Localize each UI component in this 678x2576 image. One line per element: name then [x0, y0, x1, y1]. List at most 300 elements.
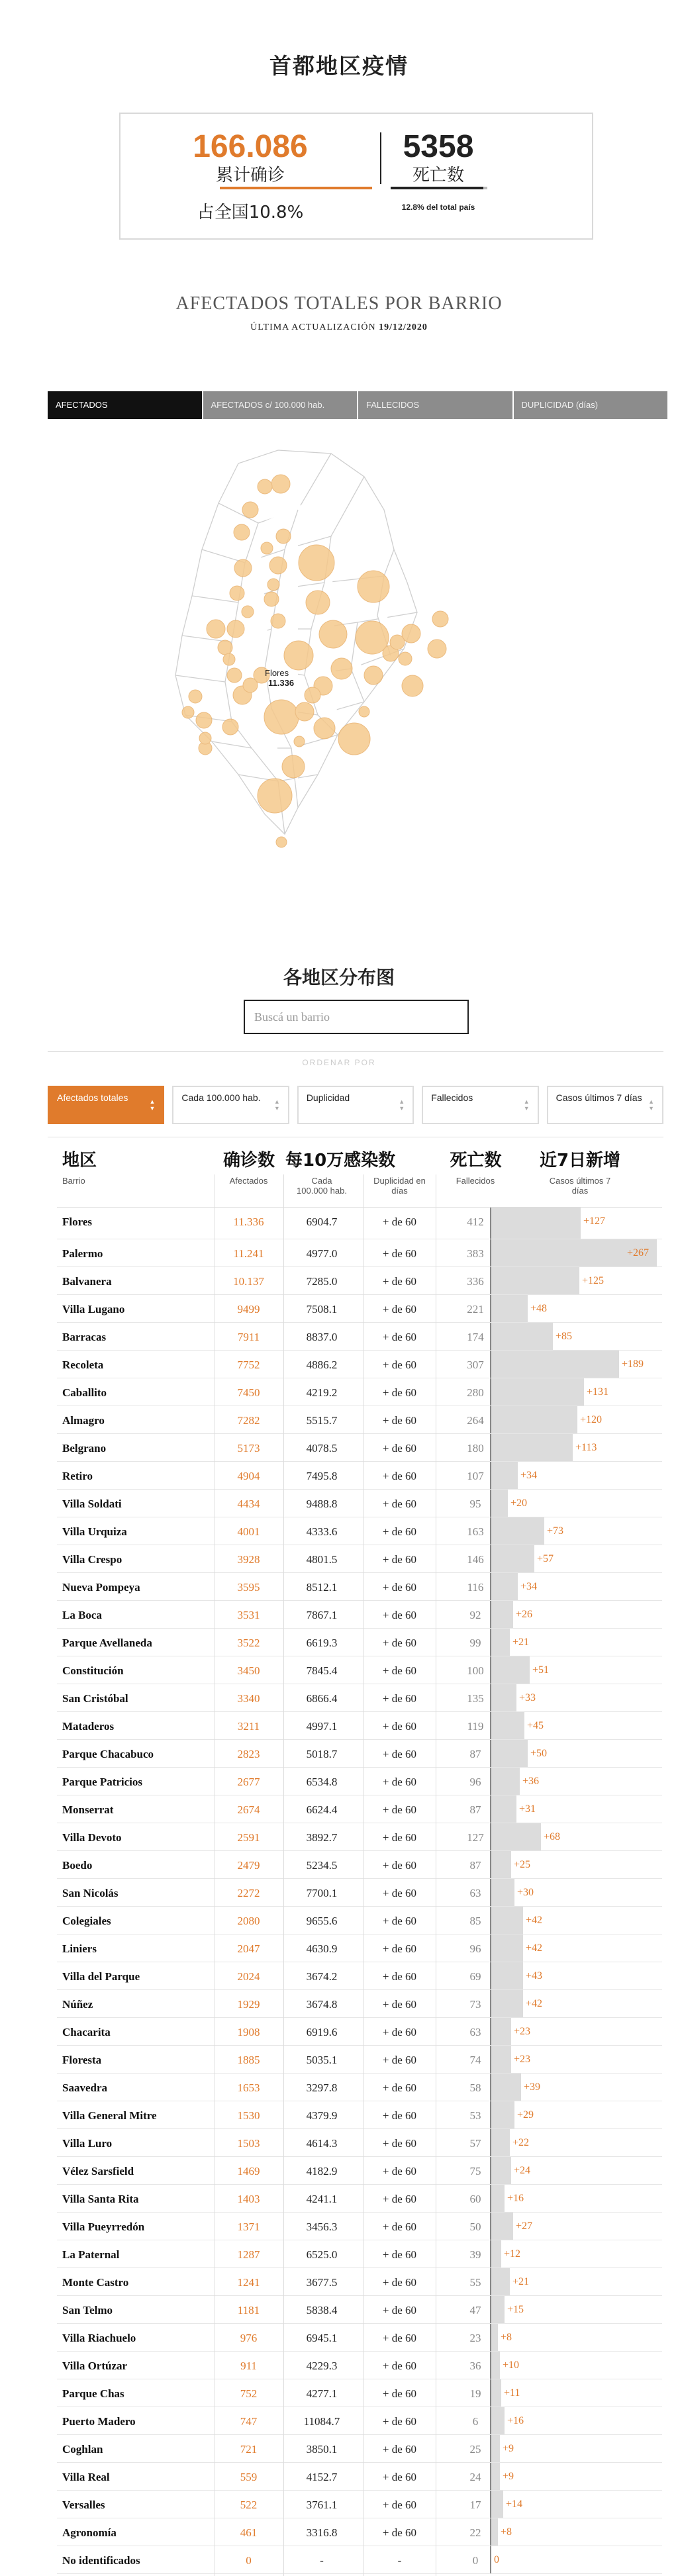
weekly-new-value: +23 — [514, 2054, 531, 2065]
table-row — [57, 1208, 662, 1239]
weekly-bar-cell — [490, 1684, 663, 1711]
table-row — [57, 2129, 662, 2157]
barrio-name: Mataderos — [62, 1720, 115, 1733]
afectados-value: 1287 — [237, 2248, 260, 2261]
fallecidos-value: 6 — [472, 2415, 479, 2428]
fallecidos-value: 336 — [467, 1275, 484, 1288]
bubble-chacarita — [269, 557, 287, 574]
bubble-chacabuco — [295, 702, 314, 721]
duplicidad-value: + de 60 — [382, 1581, 417, 1594]
weekly-bar — [491, 1434, 573, 1461]
weekly-bar-cell — [490, 2157, 663, 2184]
rate-value: 3677.5 — [306, 2276, 338, 2289]
weekly-bar-cell — [490, 1351, 663, 1378]
duplicidad-value: + de 60 — [382, 1359, 417, 1371]
deaths-total: 5358 — [403, 129, 474, 164]
table-row — [57, 2185, 662, 2213]
weekly-bar-cell — [490, 1601, 663, 1628]
fallecidos-value: 92 — [469, 1609, 481, 1621]
bubble-mitre — [227, 620, 244, 638]
fallecidos-value: 307 — [467, 1359, 484, 1371]
weekly-new-value: +45 — [527, 1720, 544, 1731]
table-row — [57, 2240, 662, 2268]
weekly-bar — [491, 2435, 500, 2462]
weekly-bar — [491, 2046, 511, 2073]
fallecidos-value: 116 — [467, 1581, 484, 1594]
rate-value: 5515.7 — [306, 1414, 338, 1427]
fallecidos-value: 85 — [469, 1915, 481, 1927]
search-input[interactable]: Buscá un barrio — [244, 1000, 469, 1034]
weekly-bar-cell — [490, 1517, 663, 1545]
barrio-name: Puerto Madero — [62, 2415, 136, 2428]
barrio-name: Balvanera — [62, 1275, 112, 1288]
bubble-urquiza — [234, 524, 250, 540]
afectados-value: 0 — [246, 2554, 252, 2567]
barrio-name: Recoleta — [62, 1359, 104, 1371]
weekly-bar — [491, 1573, 518, 1600]
duplicidad-value: + de 60 — [382, 2499, 417, 2511]
barrio-name: Liniers — [62, 1942, 97, 1955]
fallecidos-value: 412 — [467, 1216, 484, 1228]
fallecidos-value: 25 — [469, 2443, 481, 2456]
sort-100k-label: Cada 100.000 hab. — [181, 1092, 261, 1103]
weekly-bar-cell — [490, 2268, 663, 2295]
bubble-recoleta — [358, 571, 389, 602]
barrio-name: Retiro — [62, 1470, 93, 1482]
afectados-value: 1403 — [237, 2193, 260, 2205]
weekly-bar — [491, 1406, 577, 1433]
weekly-new-value: +34 — [520, 1581, 538, 1592]
bubble-san-nicolas — [390, 635, 405, 649]
weekly-bar — [491, 1629, 510, 1656]
duplicidad-value: + de 60 — [382, 1915, 417, 1927]
weekly-bar — [491, 1208, 581, 1239]
weekly-new-value: +9 — [503, 2471, 514, 2482]
fallecidos-value: 87 — [469, 1859, 481, 1872]
fallecidos-value: 127 — [467, 1831, 484, 1844]
tooltip-name: Flores — [265, 668, 289, 678]
rate-value: 4977.0 — [306, 1247, 338, 1260]
duplicidad-value: + de 60 — [382, 1386, 417, 1399]
weekly-new-value: +51 — [532, 1664, 550, 1676]
duplicidad-value: + de 60 — [382, 1637, 417, 1649]
barrio-name: Parque Patricios — [62, 1776, 143, 1788]
rate-value: 4614.3 — [306, 2137, 338, 2150]
duplicidad-value: + de 60 — [382, 1664, 417, 1677]
sort-7dias-button[interactable] — [547, 1086, 663, 1124]
fallecidos-value: 75 — [469, 2165, 481, 2177]
duplicidad-value: + de 60 — [382, 1720, 417, 1733]
bubble-extra-4 — [276, 837, 287, 847]
barrio-name: Constitución — [62, 1664, 124, 1677]
weekly-new-value: +34 — [520, 1470, 538, 1481]
weekly-new-value: +11 — [504, 2387, 520, 2399]
barrio-name: La Boca — [62, 1609, 102, 1621]
weekly-bar — [491, 1462, 518, 1489]
rate-value: 5018.7 — [306, 1748, 338, 1760]
sort-100k-button[interactable] — [172, 1086, 289, 1124]
table-row — [57, 1907, 662, 1934]
duplicidad-value: + de 60 — [382, 1275, 417, 1288]
weekly-bar — [491, 1907, 523, 1934]
weekly-bar-cell — [490, 2185, 663, 2212]
barrio-name: Villa Urquiza — [62, 1525, 127, 1538]
duplicidad-value: + de 60 — [382, 1859, 417, 1872]
weekly-new-value: +14 — [506, 2499, 523, 2510]
weekly-new-value: +85 — [556, 1331, 573, 1342]
weekly-new-value: +20 — [510, 1498, 528, 1509]
table-row — [57, 1601, 662, 1629]
duplicidad-value: + de 60 — [382, 2387, 417, 2400]
bubble-extra-1 — [294, 736, 305, 747]
weekly-bar — [491, 2101, 514, 2128]
bubble-map-svg[interactable] — [166, 437, 536, 874]
bubble-villa-real — [182, 706, 194, 718]
rate-value: 6904.7 — [306, 1216, 338, 1228]
rate-value: 6866.4 — [306, 1692, 338, 1705]
fallecidos-value: 53 — [469, 2109, 481, 2122]
rate-value: 9488.8 — [306, 1498, 338, 1510]
afectados-value: 911 — [240, 2360, 257, 2372]
fallecidos-value: 69 — [469, 1970, 481, 1983]
header-cn-fallecidos: 死亡数 — [450, 1151, 502, 1170]
sort-afectados-button[interactable] — [48, 1086, 164, 1124]
barrio-name: Flores — [62, 1216, 93, 1228]
rate-value: 9655.6 — [306, 1915, 338, 1927]
header-afectados: Afectados — [229, 1176, 268, 1186]
weekly-bar — [491, 1490, 508, 1517]
fallecidos-value: 19 — [469, 2387, 481, 2400]
barrio-name: Villa Real — [62, 2471, 110, 2483]
fallecidos-value: 99 — [469, 1637, 481, 1649]
fallecidos-value: 36 — [469, 2360, 481, 2372]
bubble-santa-rita — [264, 592, 279, 606]
duplicidad-value: + de 60 — [382, 2081, 417, 2094]
weekly-bar — [491, 1323, 553, 1350]
fallecidos-value: 221 — [467, 1303, 484, 1315]
weekly-bar-cell — [490, 2379, 663, 2407]
fallecidos-value: 146 — [467, 1553, 484, 1566]
rate-value: 6619.3 — [306, 1637, 338, 1649]
barrio-name: Belgrano — [62, 1442, 107, 1455]
barrio-name: Villa Luro — [62, 2137, 113, 2150]
weekly-bar-cell — [490, 1490, 663, 1517]
barrio-name: Villa Devoto — [62, 1831, 122, 1844]
duplicidad-value: + de 60 — [382, 2332, 417, 2344]
sort-duplicidad-label: Duplicidad — [306, 1092, 350, 1103]
weekly-new-value: +9 — [503, 2443, 514, 2454]
weekly-bar — [491, 2157, 511, 2184]
barrio-name: No identificados — [62, 2554, 140, 2567]
header-cn-afectados: 确诊数 — [222, 1151, 275, 1170]
bubble-map[interactable] — [166, 437, 536, 874]
fallecidos-value: 17 — [469, 2499, 481, 2511]
bubble-coghlan — [261, 542, 273, 554]
weekly-new-value: +50 — [530, 1748, 548, 1759]
table-row — [57, 2491, 662, 2518]
tab-afectados[interactable]: AFECTADOS — [48, 391, 203, 419]
weekly-new-value: +113 — [575, 1442, 597, 1453]
duplicidad-value: + de 60 — [382, 1498, 417, 1510]
table-row — [57, 2407, 662, 2435]
duplicidad-value: + de 60 — [382, 1831, 417, 1844]
weekly-bar-cell — [490, 1239, 663, 1266]
duplicidad-value: + de 60 — [382, 2248, 417, 2261]
afectados-value: 3531 — [237, 1609, 260, 1621]
afectados-value: 721 — [240, 2443, 258, 2456]
bubble-pompeya — [314, 718, 335, 739]
weekly-bar — [491, 2379, 501, 2407]
duplicidad-value: + de 60 — [382, 1970, 417, 1983]
rate-value: 7285.0 — [306, 1275, 338, 1288]
barrio-name: Monserrat — [62, 1803, 114, 1816]
tab-fallecidos[interactable]: FALLECIDOS — [358, 391, 514, 419]
duplicidad-value: + de 60 — [382, 2471, 417, 2483]
rate-value: 4277.1 — [306, 2387, 338, 2400]
page-title: 首都地区疫情 — [269, 53, 409, 79]
bubble-extra-2 — [359, 706, 369, 717]
weekly-new-value: 0 — [494, 2554, 499, 2565]
afectados-value: 5173 — [237, 1442, 260, 1455]
weekly-bar — [491, 2463, 500, 2490]
afectados-value: 1241 — [237, 2276, 260, 2289]
rate-value: 4333.6 — [306, 1525, 338, 1538]
weekly-new-value: +57 — [537, 1553, 554, 1564]
barrio-name: Villa Riachuelo — [62, 2332, 136, 2344]
barrio-name: Villa General Mitre — [62, 2109, 157, 2122]
map-section-title: AFECTADOS TOTALES POR BARRIO — [175, 293, 503, 314]
table-row — [57, 1962, 662, 1990]
weekly-new-value: +131 — [587, 1386, 609, 1398]
weekly-bar — [491, 1768, 520, 1795]
weekly-bar-cell — [490, 1434, 663, 1461]
duplicidad-value: + de 60 — [382, 2415, 417, 2428]
barrio-name: Almagro — [62, 1414, 105, 1427]
afectados-value: 461 — [240, 2526, 258, 2539]
table-row — [57, 1712, 662, 1740]
bubble-san-cristobal — [331, 658, 352, 679]
bubble-parque-chas — [242, 606, 254, 618]
tab-afectados-100k[interactable]: AFECTADOS c/ 100.000 hab. — [203, 391, 359, 419]
sort-fallecidos-button[interactable] — [422, 1086, 538, 1124]
barrio-name: San Telmo — [62, 2304, 113, 2316]
summary-divider — [380, 132, 381, 184]
rate-value: 5234.5 — [306, 1859, 338, 1872]
update-line — [0, 322, 678, 333]
afectados-value: 3450 — [237, 1664, 260, 1677]
rate-value: 6919.6 — [306, 2026, 338, 2038]
rate-value: 3456.3 — [306, 2220, 338, 2233]
afectados-value: 3211 — [237, 1720, 260, 1733]
tab-duplicidad[interactable]: DUPLICIDAD (días) — [514, 391, 669, 419]
weekly-bar-cell — [490, 1990, 663, 2017]
weekly-bar-cell — [490, 2546, 663, 2573]
table-row — [57, 1851, 662, 1879]
afectados-value: 1181 — [237, 2304, 260, 2316]
afectados-value: 2047 — [237, 1942, 260, 1955]
fallecidos-value: 280 — [467, 1386, 484, 1399]
table-header-cn — [57, 1145, 662, 1174]
bubble-nunez — [242, 502, 258, 518]
duplicidad-value: - — [397, 2554, 402, 2567]
weekly-bar — [491, 2407, 505, 2434]
weekly-bar-cell — [490, 2101, 663, 2128]
fallecidos-value: 119 — [467, 1720, 484, 1733]
table-row — [57, 1267, 662, 1295]
table-row — [57, 2352, 662, 2379]
duplicidad-value: + de 60 — [382, 2526, 417, 2539]
weekly-bar-cell — [490, 2074, 663, 2101]
bubble-paternal — [230, 586, 244, 600]
bubble-versalles — [189, 690, 202, 703]
weekly-new-value: +48 — [530, 1303, 548, 1314]
fallecidos-value: 24 — [469, 2471, 481, 2483]
confirmed-share: 占全国10.8% — [197, 203, 304, 222]
fallecidos-value: 57 — [469, 2137, 481, 2150]
weekly-bar — [491, 1545, 534, 1572]
weekly-new-value: +27 — [516, 2220, 533, 2232]
bubble-belgrano — [271, 475, 290, 493]
afectados-value: 7911 — [237, 1331, 260, 1343]
table-row — [57, 2296, 662, 2324]
duplicidad-value: + de 60 — [382, 1442, 417, 1455]
afectados-value: 1908 — [237, 2026, 260, 2038]
barrio-name: Agronomía — [62, 2526, 117, 2539]
rate-value: 7845.4 — [306, 1664, 338, 1677]
rate-value: - — [320, 2554, 324, 2567]
weekly-bar-cell — [490, 1378, 663, 1406]
weekly-bar-cell — [490, 1879, 663, 1906]
rate-value: 4078.5 — [306, 1442, 338, 1455]
barrio-name: Nueva Pompeya — [62, 1581, 140, 1594]
rate-value: 3297.8 — [306, 2081, 338, 2094]
bubble-agronomia — [267, 579, 279, 591]
duplicidad-value: + de 60 — [382, 1803, 417, 1816]
barrio-name: Parque Chacabuco — [62, 1748, 154, 1760]
bubble-del-parque — [234, 559, 252, 577]
weekly-bar — [491, 1656, 530, 1684]
fallecidos-value: 107 — [467, 1470, 484, 1482]
bubble-retiro — [402, 624, 420, 643]
rate-value: 6525.0 — [306, 2248, 338, 2261]
duplicidad-value: + de 60 — [382, 1609, 417, 1621]
weekly-new-value: +33 — [519, 1692, 536, 1703]
table-row — [57, 1629, 662, 1656]
header-cn-barrio: 地区 — [62, 1151, 97, 1170]
rate-value: 4886.2 — [306, 1359, 338, 1371]
barrio-name: Chacarita — [62, 2026, 111, 2038]
duplicidad-value: + de 60 — [382, 1247, 417, 1260]
weekly-bar-cell — [490, 1545, 663, 1572]
afectados-value: 4001 — [237, 1525, 260, 1538]
weekly-bar — [491, 1517, 544, 1545]
sort-arrows-icon: ▲ ▼ — [273, 1098, 280, 1112]
bubble-constitucion — [364, 666, 383, 685]
duplicidad-value: + de 60 — [382, 1303, 417, 1315]
afectados-value: 2591 — [237, 1831, 260, 1844]
duplicidad-value: + de 60 — [382, 1331, 417, 1343]
bubble-crespo — [306, 591, 330, 614]
afectados-value: 1530 — [237, 2109, 260, 2122]
afectados-value: 4434 — [237, 1498, 260, 1510]
rate-value: 3892.7 — [306, 1831, 338, 1844]
rate-value: 4182.9 — [306, 2165, 338, 2177]
fallecidos-value: 58 — [469, 2081, 481, 2094]
fallecidos-value: 383 — [467, 1247, 484, 1260]
table-row — [57, 2546, 662, 2574]
table-row — [57, 1378, 662, 1406]
duplicidad-value: + de 60 — [382, 2054, 417, 2066]
duplicidad-value: + de 60 — [382, 1553, 417, 1566]
duplicidad-value: + de 60 — [382, 1887, 417, 1899]
divider — [48, 1051, 663, 1052]
duplicidad-value: + de 60 — [382, 1470, 417, 1482]
weekly-bar-cell — [490, 1629, 663, 1656]
weekly-new-value: +12 — [504, 2248, 521, 2260]
weekly-bar-cell — [490, 1962, 663, 1989]
afectados-value: 2677 — [237, 1776, 260, 1788]
sort-afectados-label: Afectados totales — [57, 1092, 128, 1103]
weekly-bar-cell — [490, 2018, 663, 2045]
table-row — [57, 2518, 662, 2546]
duplicidad-value: + de 60 — [382, 2137, 417, 2150]
weekly-bar — [491, 1378, 584, 1406]
rate-value: 8512.1 — [306, 1581, 338, 1594]
afectados-value: 1929 — [237, 1998, 260, 2011]
weekly-bar — [491, 1712, 524, 1739]
fallecidos-value: 87 — [469, 1748, 481, 1760]
afectados-value: 1885 — [237, 2054, 260, 2066]
bubble-monte-castro — [218, 640, 232, 655]
weekly-bar-cell — [490, 1267, 663, 1294]
table-row — [57, 1768, 662, 1795]
bubble-colegiales — [276, 529, 291, 544]
table-row — [57, 2324, 662, 2352]
deaths-share: 12.8% del total país — [401, 203, 475, 212]
fallecidos-value: 180 — [467, 1442, 484, 1455]
weekly-new-value: +25 — [514, 1859, 531, 1870]
rate-value: 8837.0 — [306, 1331, 338, 1343]
weekly-new-value: +267 — [627, 1247, 650, 1259]
afectados-value: 2674 — [237, 1803, 260, 1816]
weekly-new-value: +16 — [507, 2193, 524, 2204]
afectados-value: 522 — [240, 2499, 258, 2511]
weekly-new-value: +42 — [526, 1915, 543, 1926]
rate-value: 4997.1 — [306, 1720, 338, 1733]
weekly-bar — [491, 1601, 513, 1628]
barrio-name: Villa Ortúzar — [62, 2360, 128, 2372]
bubble-boedo — [305, 687, 320, 703]
sort-duplicidad-button[interactable] — [297, 1086, 414, 1124]
duplicidad-value: + de 60 — [382, 1525, 417, 1538]
bubble-liniers — [196, 712, 212, 728]
rate-value: 4630.9 — [306, 1942, 338, 1955]
rate-value: 5035.1 — [306, 2054, 338, 2066]
weekly-new-value: +189 — [622, 1359, 644, 1370]
duplicidad-value: + de 60 — [382, 1216, 417, 1228]
weekly-bar-cell — [490, 2491, 663, 2518]
weekly-bar-cell — [490, 1851, 663, 1878]
weekly-new-value: +127 — [583, 1216, 606, 1227]
weekly-bar — [491, 1823, 541, 1850]
weekly-new-value: +22 — [512, 2137, 530, 2148]
weekly-bar — [491, 2491, 503, 2518]
weekly-bar-cell — [490, 2046, 663, 2073]
weekly-bar — [491, 2296, 505, 2323]
weekly-new-value: +39 — [524, 2081, 541, 2093]
bubble-pueyrredon — [271, 614, 285, 628]
confirmed-share-bar — [220, 187, 372, 189]
